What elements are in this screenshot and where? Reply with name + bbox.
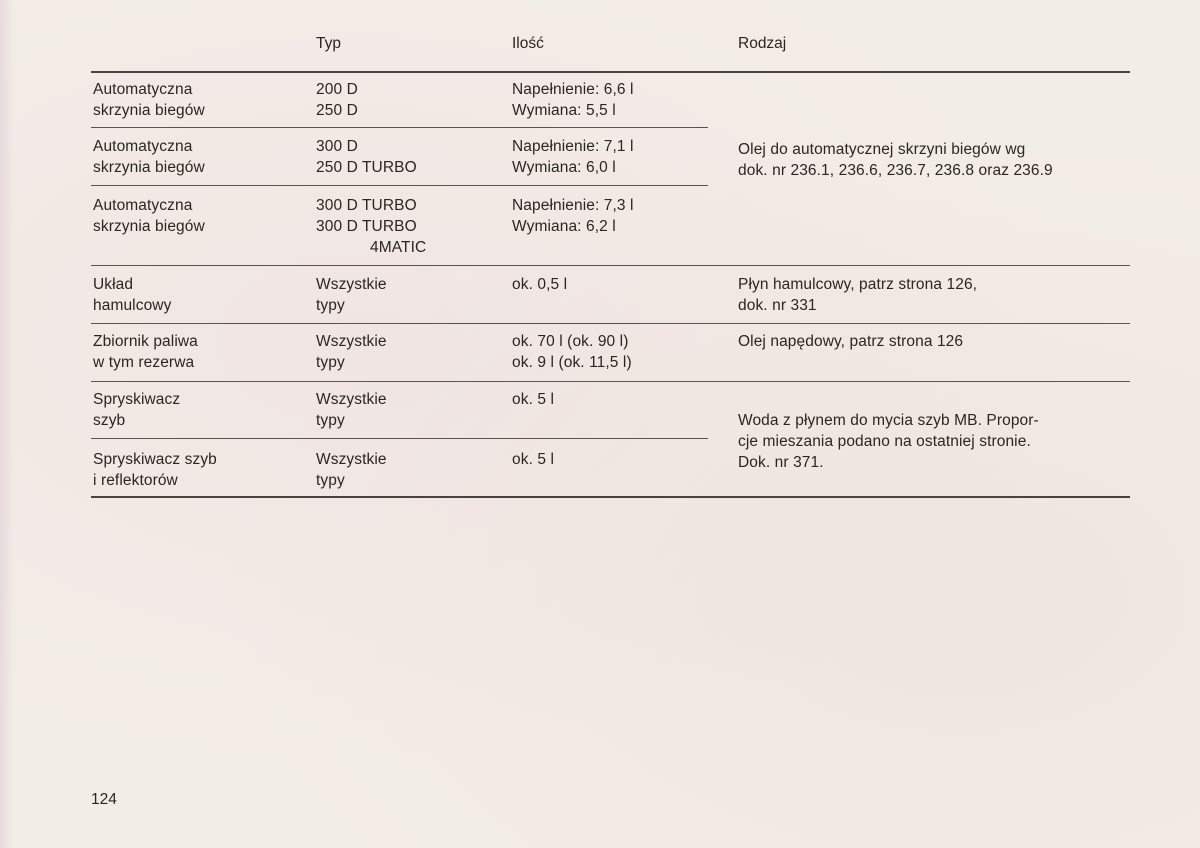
row-ilosc-line: Napełnienie: 7,3 l	[512, 197, 634, 214]
row-ilosc-line: Wymiana: 6,0 l	[512, 159, 616, 176]
row-typ-line: Wszystkie	[316, 391, 387, 408]
row-typ-line: Wszystkie	[316, 333, 387, 350]
row-rodzaj-line: dok. nr 331	[738, 297, 817, 314]
row-rodzaj-line: Olej napędowy, patrz strona 126	[738, 333, 964, 350]
row-divider	[91, 323, 1130, 324]
page-number: 124	[91, 791, 117, 808]
row-divider	[91, 381, 1130, 382]
row-name-line: skrzynia biegów	[93, 102, 205, 119]
row-name-line: Zbiornik paliwa	[93, 333, 198, 350]
row-name-line: Spryskiwacz szyb	[93, 451, 217, 468]
row-name-line: Automatyczna	[93, 197, 193, 214]
header-ilosc: Ilość	[512, 35, 544, 52]
rodzaj-transmission-line: dok. nr 236.1, 236.6, 236.7, 236.8 oraz 236.9	[738, 162, 1053, 179]
row-typ-line: 4MATIC	[370, 239, 427, 256]
row-typ-line: 250 D	[316, 102, 358, 119]
row-name-line: i reflektorów	[93, 472, 178, 489]
rodzaj-washer-line: Woda z płynem do mycia szyb MB. Propor-	[738, 412, 1039, 429]
rodzaj-washer-line: cje mieszania podano na ostatniej stronie.	[738, 433, 1031, 450]
row-divider	[91, 185, 708, 186]
row-typ-line: 300 D TURBO	[316, 197, 417, 214]
row-ilosc-line: Napełnienie: 7,1 l	[512, 138, 634, 155]
rodzaj-washer-line: Dok. nr 371.	[738, 454, 824, 471]
row-typ-line: typy	[316, 472, 345, 489]
row-ilosc-line: Wymiana: 5,5 l	[512, 102, 616, 119]
row-typ-line: 200 D	[316, 81, 358, 98]
row-ilosc-line: ok. 5 l	[512, 391, 555, 408]
row-typ-line: typy	[316, 354, 345, 371]
row-ilosc-line: ok. 70 l (ok. 90 l)	[512, 333, 629, 350]
row-name-line: Automatyczna	[93, 138, 193, 155]
row-rodzaj-line: Płyn hamulcowy, patrz strona 126,	[738, 276, 978, 293]
header-rodzaj: Rodzaj	[738, 35, 787, 52]
row-ilosc-line: Napełnienie: 6,6 l	[512, 81, 634, 98]
rodzaj-transmission-line: Olej do automatycznej skrzyni biegów wg	[738, 141, 1026, 158]
row-ilosc-line: Wymiana: 6,2 l	[512, 218, 616, 235]
row-typ-line: typy	[316, 297, 345, 314]
row-typ-line: typy	[316, 412, 345, 429]
row-name-line: Układ	[93, 276, 134, 293]
row-name-line: szyb	[93, 412, 126, 429]
row-name-line: hamulcowy	[93, 297, 172, 314]
row-name-line: Automatyczna	[93, 81, 193, 98]
page-edge-shadow	[0, 0, 14, 848]
row-typ-line: 300 D	[316, 138, 358, 155]
row-typ-line: Wszystkie	[316, 451, 387, 468]
row-ilosc-line: ok. 5 l	[512, 451, 555, 468]
row-ilosc-line: ok. 9 l (ok. 11,5 l)	[512, 354, 632, 371]
row-name-line: skrzynia biegów	[93, 159, 205, 176]
row-name-line: w tym rezerwa	[93, 354, 195, 371]
table-bottom-rule	[91, 496, 1130, 498]
header-rule	[91, 71, 1130, 73]
row-divider	[91, 127, 708, 128]
row-ilosc-line: ok. 0,5 l	[512, 276, 568, 293]
row-divider	[91, 265, 1130, 266]
header-typ: Typ	[316, 35, 341, 52]
row-divider	[91, 438, 708, 439]
row-typ-line: Wszystkie	[316, 276, 387, 293]
row-typ-line: 300 D TURBO	[316, 218, 417, 235]
row-typ-line: 250 D TURBO	[316, 159, 417, 176]
row-name-line: skrzynia biegów	[93, 218, 205, 235]
row-name-line: Spryskiwacz	[93, 391, 181, 408]
